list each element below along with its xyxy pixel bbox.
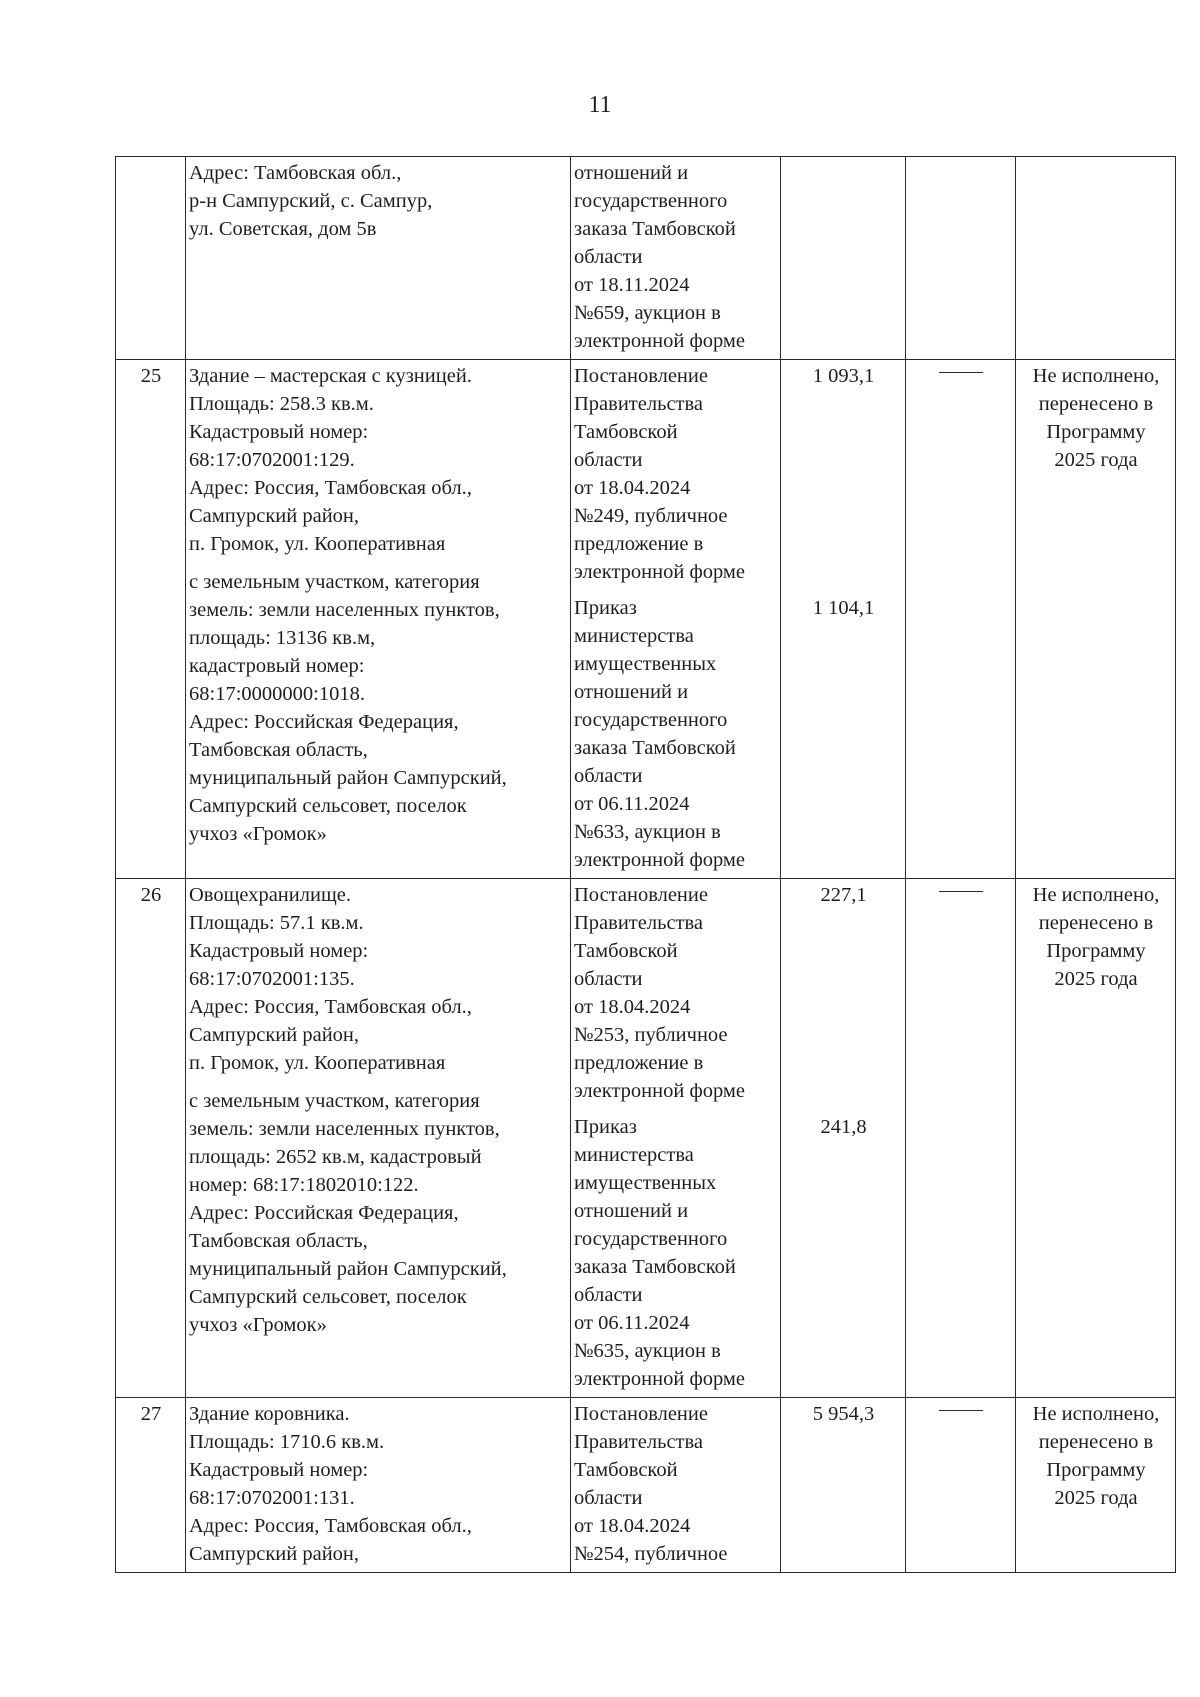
text-line: отношений и [574,1200,689,1222]
table-row [116,157,1176,360]
text-line: Тамбовской [574,421,678,443]
text-line: области [574,1487,643,1509]
text-line: Кадастровый номер: [189,421,369,443]
text-line: Кадастровый номер: [189,940,369,962]
text-line: Сампурский район, [189,1024,360,1046]
text-line: Здание – мастерская с кузницей. [189,365,472,387]
status-line: 2025 года [1054,1487,1138,1509]
description-block [189,362,568,558]
status-line: Не исполнено, [1032,365,1160,387]
text-line: Кадастровый номер: [189,1459,369,1481]
text-line: р-н Сампурский, с. Сампур, [189,190,433,212]
text-line: муниципальный район Сампурский, [189,1258,507,1280]
text-line: Тамбовская область, [189,1230,368,1252]
status-cell [1016,157,1176,360]
status-cell [1016,360,1176,879]
status-line: 2025 года [1054,449,1138,471]
text-line: государственного [574,1228,728,1250]
table-row [116,1398,1176,1573]
status-line: перенесено в [1038,912,1154,934]
text-line: министерства [574,1144,694,1166]
text-line: Адрес: Россия, Тамбовская обл., [189,1515,472,1537]
table-row [116,360,1176,879]
description-block [189,159,568,243]
status-line: 2025 года [1054,968,1138,990]
text-line: Тамбовская область, [189,739,368,761]
text-line: электронной форме [574,849,745,871]
text-line: 68:17:0702001:135. [189,968,355,990]
text-line: от 18.04.2024 [574,1515,691,1537]
text-line: Постановление [574,365,708,387]
text-line: от 06.11.2024 [574,793,690,815]
price-value: 1 104,1 [812,597,875,619]
text-line: Площадь: 1710.6 кв.м. [189,1431,385,1453]
text-line: №253, публичное [574,1024,728,1046]
text-line: №254, публичное [574,1543,728,1565]
status-line: перенесено в [1038,1431,1154,1453]
text-line: Адрес: Россия, Тамбовская обл., [189,477,472,499]
table-row [116,879,1176,1398]
status-line: Не исполнено, [1032,1403,1160,1425]
text-line: от 18.04.2024 [574,996,691,1018]
dash-mark [939,1400,983,1411]
property-table [115,156,1176,1573]
description-cell [186,879,571,1398]
text-line: государственного [574,709,728,731]
document-cell [571,157,781,360]
text-line: отношений и [574,162,689,184]
text-line: земель: земли населенных пунктов, [189,1118,500,1140]
price-cell [781,1398,906,1573]
text-line: 68:17:0702001:131. [189,1487,355,1509]
page-number: 11 [588,92,612,118]
text-line: электронной форме [574,330,745,352]
text-line: Приказ [574,1116,637,1138]
text-line: с земельным участком, категория [189,571,480,593]
description-block [189,568,568,848]
text-line: Тамбовской [574,940,678,962]
text-line: п. Громок, ул. Кооперативная [189,533,446,555]
dash-cell [906,360,1016,879]
text-line: Адрес: Российская Федерация, [189,1202,459,1224]
text-line: имущественных [574,653,717,675]
description-cell [186,157,571,360]
description-block [189,881,568,1077]
price-value: 227,1 [820,884,867,906]
text-line: Приказ [574,597,637,619]
text-line: Тамбовской [574,1459,678,1481]
status-cell [1016,1398,1176,1573]
text-line: от 18.04.2024 [574,477,691,499]
text-line: от 18.11.2024 [574,274,690,296]
text-line: кадастровый номер: [189,655,365,677]
text-line: Адрес: Россия, Тамбовская обл., [189,996,472,1018]
text-line: №635, аукцион в [574,1340,721,1362]
text-line: заказа Тамбовской [574,1256,736,1278]
text-line: ул. Советская, дом 5в [189,218,377,240]
table-body [116,157,1176,1573]
text-line: Площадь: 258.3 кв.м. [189,393,374,415]
text-line: министерства [574,625,694,647]
status-line: перенесено в [1038,393,1154,415]
text-line: Правительства [574,1431,704,1453]
price-value: 241,8 [820,1116,867,1138]
text-line: отношений и [574,681,689,703]
text-line: области [574,765,643,787]
dash-cell [906,879,1016,1398]
row-number-cell [116,157,186,360]
text-line: Сампурский сельсовет, поселок [189,1286,467,1308]
description-block [189,1400,568,1568]
text-line: области [574,449,643,471]
text-line: Сампурский район, [189,1543,360,1565]
status-line: Программу [1046,421,1146,443]
text-line: заказа Тамбовской [574,737,736,759]
text-line: с земельным участком, категория [189,1090,480,1112]
dash-cell [906,1398,1016,1573]
status-line: Программу [1046,1459,1146,1481]
text-line: предложение в [574,533,704,555]
text-line: п. Громок, ул. Кооперативная [189,1052,446,1074]
text-line: Сампурский сельсовет, поселок [189,795,467,817]
row-number-cell: 27 [116,1398,186,1573]
text-line: площадь: 13136 кв.м, [189,627,376,649]
price-value: 5 954,3 [812,1403,875,1425]
text-line: Здание коровника. [189,1403,350,1425]
description-cell [186,360,571,879]
price-cell [781,360,906,879]
text-line: Овощехранилище. [189,884,351,906]
description-cell [186,1398,571,1573]
text-line: земель: земли населенных пунктов, [189,599,500,621]
text-line: Адрес: Российская Федерация, [189,711,459,733]
text-line: №659, аукцион в [574,302,721,324]
text-line: №249, публичное [574,505,728,527]
price-cell [781,879,906,1398]
status-line: Не исполнено, [1032,884,1160,906]
text-line: имущественных [574,1172,717,1194]
document-block [574,159,778,355]
price-cell [781,157,906,360]
text-line: области [574,246,643,268]
document-cell [571,1398,781,1573]
dash-cell [906,157,1016,360]
status-line: Программу [1046,940,1146,962]
document-block [574,362,778,586]
document-block [574,594,778,874]
text-line: Сампурский район, [189,505,360,527]
text-line: области [574,968,643,990]
text-line: Адрес: Тамбовская обл., [189,162,402,184]
dash-mark [939,362,983,373]
row-number-cell: 25 [116,360,186,879]
text-line: 68:17:0702001:129. [189,449,355,471]
text-line: Постановление [574,884,708,906]
text-line: электронной форме [574,1080,745,1102]
text-line: предложение в [574,1052,704,1074]
dash-mark [939,881,983,892]
document-block [574,881,778,1105]
text-line: площадь: 2652 кв.м, кадастровый [189,1146,482,1168]
text-line: Постановление [574,1403,708,1425]
document-cell [571,879,781,1398]
text-line: Правительства [574,912,704,934]
price-value: 1 093,1 [812,365,875,387]
row-number-cell: 26 [116,879,186,1398]
text-line: электронной форме [574,1368,745,1390]
document-block [574,1400,778,1568]
document-block [574,1113,778,1393]
text-line: государственного [574,190,728,212]
text-line: заказа Тамбовской [574,218,736,240]
status-cell [1016,879,1176,1398]
text-line: области [574,1284,643,1306]
document-cell [571,360,781,879]
text-line: Правительства [574,393,704,415]
text-line: номер: 68:17:1802010:122. [189,1174,419,1196]
text-line: 68:17:0000000:1018. [189,683,365,705]
text-line: Площадь: 57.1 кв.м. [189,912,364,934]
text-line: электронной форме [574,561,745,583]
text-line: муниципальный район Сампурский, [189,767,507,789]
description-block [189,1087,568,1339]
text-line: от 06.11.2024 [574,1312,690,1334]
text-line: №633, аукцион в [574,821,721,843]
text-line: учхоз «Громок» [189,823,327,845]
text-line: учхоз «Громок» [189,1314,327,1336]
